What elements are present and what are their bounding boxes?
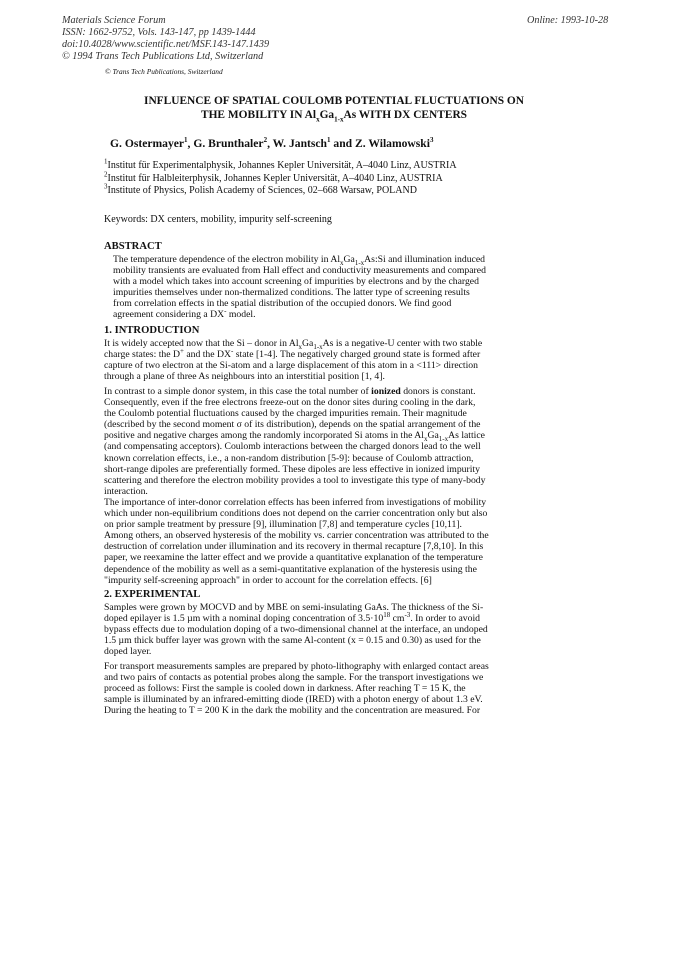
- journal-metadata: [62, 15, 269, 63]
- author-3: W. Jantsch: [272, 137, 327, 150]
- publisher-line: © Trans Tech Publications, Switzerland: [105, 67, 223, 76]
- affiliations: [104, 157, 457, 198]
- keywords: Keywords: DX centers, mobility, impurity self-screening: [104, 214, 332, 225]
- copyright-line: © 1994 Trans Tech Publications Ltd, Switzerland: [62, 51, 264, 62]
- journal-name: Materials Science Forum: [62, 15, 166, 26]
- author-4: Z. Wilamowski: [355, 137, 430, 150]
- affiliation-1: $^1$Institut für Experimentalphysik, Johannes Kepler Universität, A–4040 Linz, AUSTRIA: [104, 157, 457, 171]
- author-2: G. Brunthaler: [193, 137, 264, 150]
- author-1: G. Ostermayer: [110, 137, 185, 150]
- intro-paragraph-2: In contrast to a simple donor system, in this case the total number of ionized donors is constant. Consequently, even if the free electrons freeze-out on the donor sites during cooling in the dark, the Coulomb potential fluctuations caused by the charged impurities remain. Their magnitude (described by the second moment σ of its distribution), depends on the spatial arrangement of the positive and negative charges among the randomly incorporated Si atoms in the $Al_xGa_{1-x}As$ lattice (and compensating acceptors). Coulomb interactions between the charged donors lead to the well known correlation effects, i.e., a non-random distribution [5-9]: because of Coulomb attraction, short-range dipoles are preferentially formed. These dipoles are less effective in ionized impurity scattering and therefore the electron mobility provides a tool to investigate this type of many-body interaction.: [104, 386, 486, 497]
- abstract-paragraph: The temperature dependence of the electron mobility in $Al_xGa_{1-x}As:Si$ and illumination induced mobility transients are evaluated from Hall effect and conductivity measurements and compared with a model which takes into account screening of impurities by electrons and by the charged impurities themselves under non-thermalized conditions. The latter type of screening results from correlation effects in the spatial distribution of the occupied donors. We find good agreement considering a DX- model.: [113, 254, 486, 321]
- online-date: Online: 1993-10-28: [527, 15, 609, 26]
- paper-title: [104, 95, 564, 122]
- abstract-heading: ABSTRACT: [104, 241, 162, 252]
- title-line-1: INFLUENCE OF SPATIAL COULOMB POTENTIAL FLUCTUATIONS ON: [144, 95, 524, 107]
- experimental-paragraph-2: For transport measurements samples are prepared by photo-lithography with enlarged contact areas and two pairs of contacts as potential probes along the sample. For the transport investigations we proceed as follows: First the sample is cooled down in darkness. After reaching T = 15 K, the sample is illuminated by an infrared-emitting diode (IRED) with a photon energy of about 1.3 eV. During the heating to T = 200 K in the dark the mobility and the concentration are measured. For: [104, 661, 489, 717]
- title-line-2: THE MOBILITY IN $Al_xGa_{1-x}As$ WITH DX CENTERS: [200, 108, 468, 123]
- intro-paragraph-1: It is widely accepted now that the Si – donor in $Al_xGa_{1-x}As$ is a negative-U center with two stable charge states: the D+ and the DX- state [1-4]. The negatively charged ground state is formed after capture of two electron at the Si-atom and a large displacement of this atom in a <111> direction through a plane of three As neighbours into an interstitial position [1, 4].: [104, 338, 483, 383]
- author-list: G. Ostermayer$^1$, G. Brunthaler$^2$, W. Jantsch$^1$ and Z. Wilamowski$^3$: [110, 136, 434, 150]
- doi-line[interactable]: doi:10.4028/www.scientific.net/MSF.143-147.1439: [62, 39, 270, 50]
- affiliation-2: $^2$Institut für Halbleiterphysik, Johannes Kepler Universität, A–4040 Linz, AUSTRIA: [104, 170, 443, 184]
- introduction-heading: 1. INTRODUCTION: [104, 325, 200, 336]
- intro-paragraph-3: The importance of inter-donor correlation effects has been inferred from investigations of mobility which under non-equilibrium conditions does not depend on the carrier concentration only but also on prior sample treatment by pressure [9], illumination [7,8] and temperature cycles [10,11]. Among others, an observed hysteresis of the mobility vs. carrier concentration was attributed to the destruction of correlation under illumination and its recovery in thermal recapture [7,8,10]. In this paper, we reexamine the latter effect and we provide a quantitative explanation of the temperature dependence of the mobility as well as a semi-quantitative explanation of the hysteresis using the "impurity self-screening approach" in order to account for the correlation effects. [6]: [104, 497, 489, 586]
- experimental-heading: 2. EXPERIMENTAL: [104, 589, 201, 600]
- issn-line: ISSN: 1662-9752, Vols. 143-147, pp 1439-1444: [62, 27, 256, 38]
- affiliation-3: $^3$Institute of Physics, Polish Academy of Sciences, 02–668 Warsaw, POLAND: [104, 182, 417, 196]
- experimental-paragraph-1: Samples were grown by MOCVD and by MBE on semi-insulating GaAs. The thickness of the Si- doped epilayer is 1.5 µm with a nominal doping concentration of $3.5\cdot 10^{18}$ $cm^{-3}$. In order to avoid bypass effects due to modulation doping of a two-dimensional channel at the interface, an undoped 1.5 µm thick buffer layer was grown with the same Al-content (x = 0.15 and 0.30) as used for the doped layer.: [104, 602, 488, 658]
